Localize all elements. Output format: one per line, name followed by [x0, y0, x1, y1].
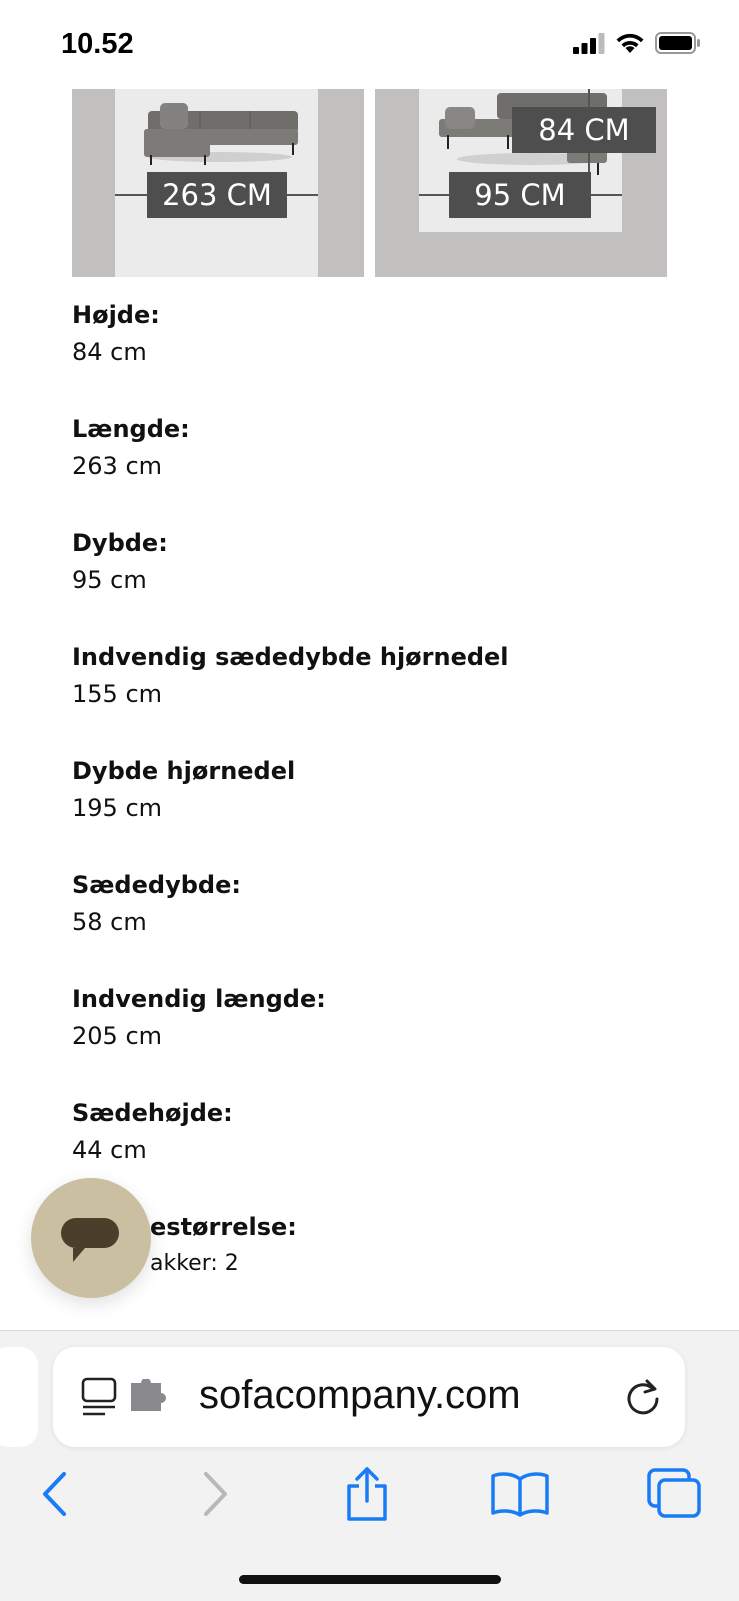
address-bar[interactable] — [53, 1347, 685, 1447]
spec-depth — [72, 526, 692, 640]
spec-value: 195 cm — [72, 794, 163, 822]
spec-value: 263 cm — [72, 452, 163, 480]
spec-length — [72, 412, 692, 526]
sofa-length-image[interactable] — [72, 89, 364, 277]
tabs-button[interactable] — [640, 1459, 710, 1529]
forward-button[interactable] — [180, 1459, 250, 1529]
spec-value: akker: 2 — [150, 1251, 239, 1276]
wifi-icon — [615, 32, 645, 54]
status-time: 10.52 — [61, 28, 134, 60]
spec-label: Sædedybde: — [72, 871, 241, 899]
status-bar — [0, 0, 739, 90]
share-button[interactable] — [332, 1459, 402, 1529]
spec-label: Sædehøjde: — [72, 1099, 233, 1127]
share-icon — [343, 1466, 391, 1522]
previous-tab-preview[interactable] — [0, 1347, 38, 1447]
dimension-specs — [72, 298, 692, 1324]
spec-value: 44 cm — [72, 1136, 147, 1164]
spec-label: Indvendig længde: — [72, 985, 326, 1013]
chat-bubble-icon — [61, 1218, 121, 1264]
spec-inner-length — [72, 982, 692, 1096]
reload-icon[interactable] — [623, 1377, 663, 1417]
spec-inner-corner-seat-depth — [72, 640, 692, 754]
home-indicator[interactable] — [239, 1575, 501, 1584]
cellular-signal-icon — [573, 32, 605, 54]
spec-corner-depth — [72, 754, 692, 868]
status-icons — [573, 32, 701, 54]
spec-value: 155 cm — [72, 680, 163, 708]
spec-label: estørrelse: — [150, 1213, 297, 1241]
spec-value: 84 cm — [72, 338, 147, 366]
depth-label: 95 CM — [449, 172, 591, 218]
tabs-icon — [647, 1468, 703, 1520]
spec-seat-height — [72, 1096, 692, 1210]
extension-puzzle-icon[interactable] — [129, 1379, 169, 1413]
height-label: 84 CM — [512, 107, 656, 153]
spec-size-partial — [72, 1210, 692, 1324]
spec-height — [72, 298, 692, 412]
book-icon — [490, 1471, 550, 1517]
back-button[interactable] — [20, 1459, 90, 1529]
battery-icon — [655, 32, 701, 54]
reader-mode-icon[interactable] — [81, 1377, 119, 1417]
spec-label: Længde: — [72, 415, 190, 443]
bookmarks-button[interactable] — [485, 1459, 555, 1529]
chat-button[interactable] — [31, 1178, 151, 1298]
spec-value: 205 cm — [72, 1022, 163, 1050]
browser-bottom-bar — [0, 1330, 739, 1601]
length-label: 263 CM — [147, 172, 287, 218]
spec-label: Højde: — [72, 301, 160, 329]
spec-seat-depth — [72, 868, 692, 982]
spec-label: Dybde hjørnedel — [72, 757, 296, 785]
spec-label: Dybde: — [72, 529, 168, 557]
spec-value: 58 cm — [72, 908, 147, 936]
corner-sofa-illustration — [140, 95, 300, 167]
chevron-left-icon — [40, 1471, 70, 1517]
sofa-side-image[interactable] — [375, 89, 667, 277]
spec-value: 95 cm — [72, 566, 147, 594]
url-text: sofacompany.com — [199, 1373, 521, 1417]
spec-label: Indvendig sædedybde hjørnedel — [72, 643, 509, 671]
chevron-right-icon — [200, 1471, 230, 1517]
